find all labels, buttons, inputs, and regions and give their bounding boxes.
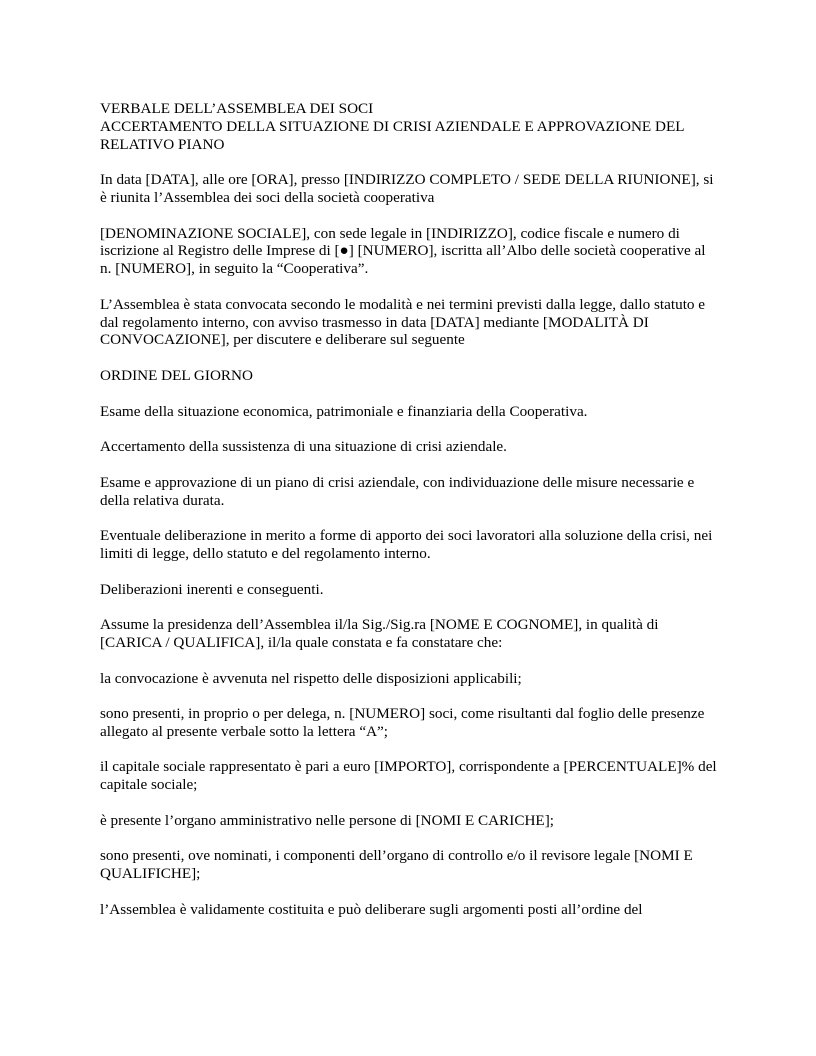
- title-line: ACCERTAMENTO DELLA SITUAZIONE DI CRISI AZIENDALE E APPROVAZIONE DEL RELATIVO PIANO: [100, 117, 684, 153]
- paragraph-presidency: Assume la presidenza dell’Assemblea il/la Sig./Sig.ra [NOME E COGNOME], in qualità di [CARICA / QUALIFICA], il/la quale constata e fa constatare che:: [100, 616, 659, 651]
- document-title: [100, 100, 720, 153]
- finding-item: il capitale sociale rappresentato è pari a euro [IMPORTO], corrispondente a [PERCENTUALE]% del capitale sociale;: [100, 758, 717, 794]
- agenda-item: Esame e approvazione di un piano di crisi aziendale, con individuazione delle misure necessarie e della relativa durata.: [100, 473, 695, 509]
- finding-item: sono presenti, in proprio o per delega, n. [NUMERO] soci, come risultanti dal foglio delle presenze allegato al presente verbale sotto la lettera “A”;: [100, 705, 705, 740]
- finding-item: sono presenti, ove nominati, i componenti dell’organo di controllo e/o il revisore legale [NOMI E QUALIFICHE];: [100, 847, 693, 883]
- paragraph-opening: In data [DATA], alle ore [ORA], presso [INDIRIZZO COMPLETO / SEDE DELLA RIUNIONE], si è riunita l’Assemblea dei soci della società cooperativa: [100, 171, 714, 206]
- document-body: [100, 100, 720, 936]
- paragraph-company: [DENOMINAZIONE SOCIALE], con sede legale in [INDIRIZZO], codice fiscale e numero di iscrizione al Registro delle Imprese di [●] [NUMERO], iscritta all’Albo delle società cooperative al n. [NUMERO], in seguito la “Cooperativa”.: [100, 224, 706, 278]
- agenda-heading: ORDINE DEL GIORNO: [100, 366, 253, 384]
- agenda-item: Deliberazioni inerenti e conseguenti.: [100, 580, 324, 598]
- finding-item: è presente l’organo amministrativo nelle persone di [NOMI E CARICHE];: [100, 811, 554, 829]
- agenda-item: Eventuale deliberazione in merito a forme di apporto dei soci lavoratori alla soluzione della crisi, nei limiti di legge, dello statuto e del regolamento interno.: [100, 527, 713, 562]
- finding-item: l’Assemblea è validamente costituita e può deliberare sugli argomenti posti all’ordine del: [100, 900, 643, 918]
- agenda-item: Accertamento della sussistenza di una situazione di crisi aziendale.: [100, 438, 507, 456]
- paragraph-convocation: L’Assemblea è stata convocata secondo le modalità e nei termini previsti dalla legge, dallo statuto e dal regolamento interno, con avviso trasmesso in data [DATA] mediante [MODALITÀ DI CONVOCAZIONE], per discutere e deliberare sul seguente: [100, 295, 706, 349]
- title-line: VERBALE DELL’ASSEMBLEA DEI SOCI: [100, 100, 374, 117]
- agenda-item: Esame della situazione economica, patrimoniale e finanziaria della Cooperativa.: [100, 402, 588, 420]
- finding-item: la convocazione è avvenuta nel rispetto delle disposizioni applicabili;: [100, 669, 522, 687]
